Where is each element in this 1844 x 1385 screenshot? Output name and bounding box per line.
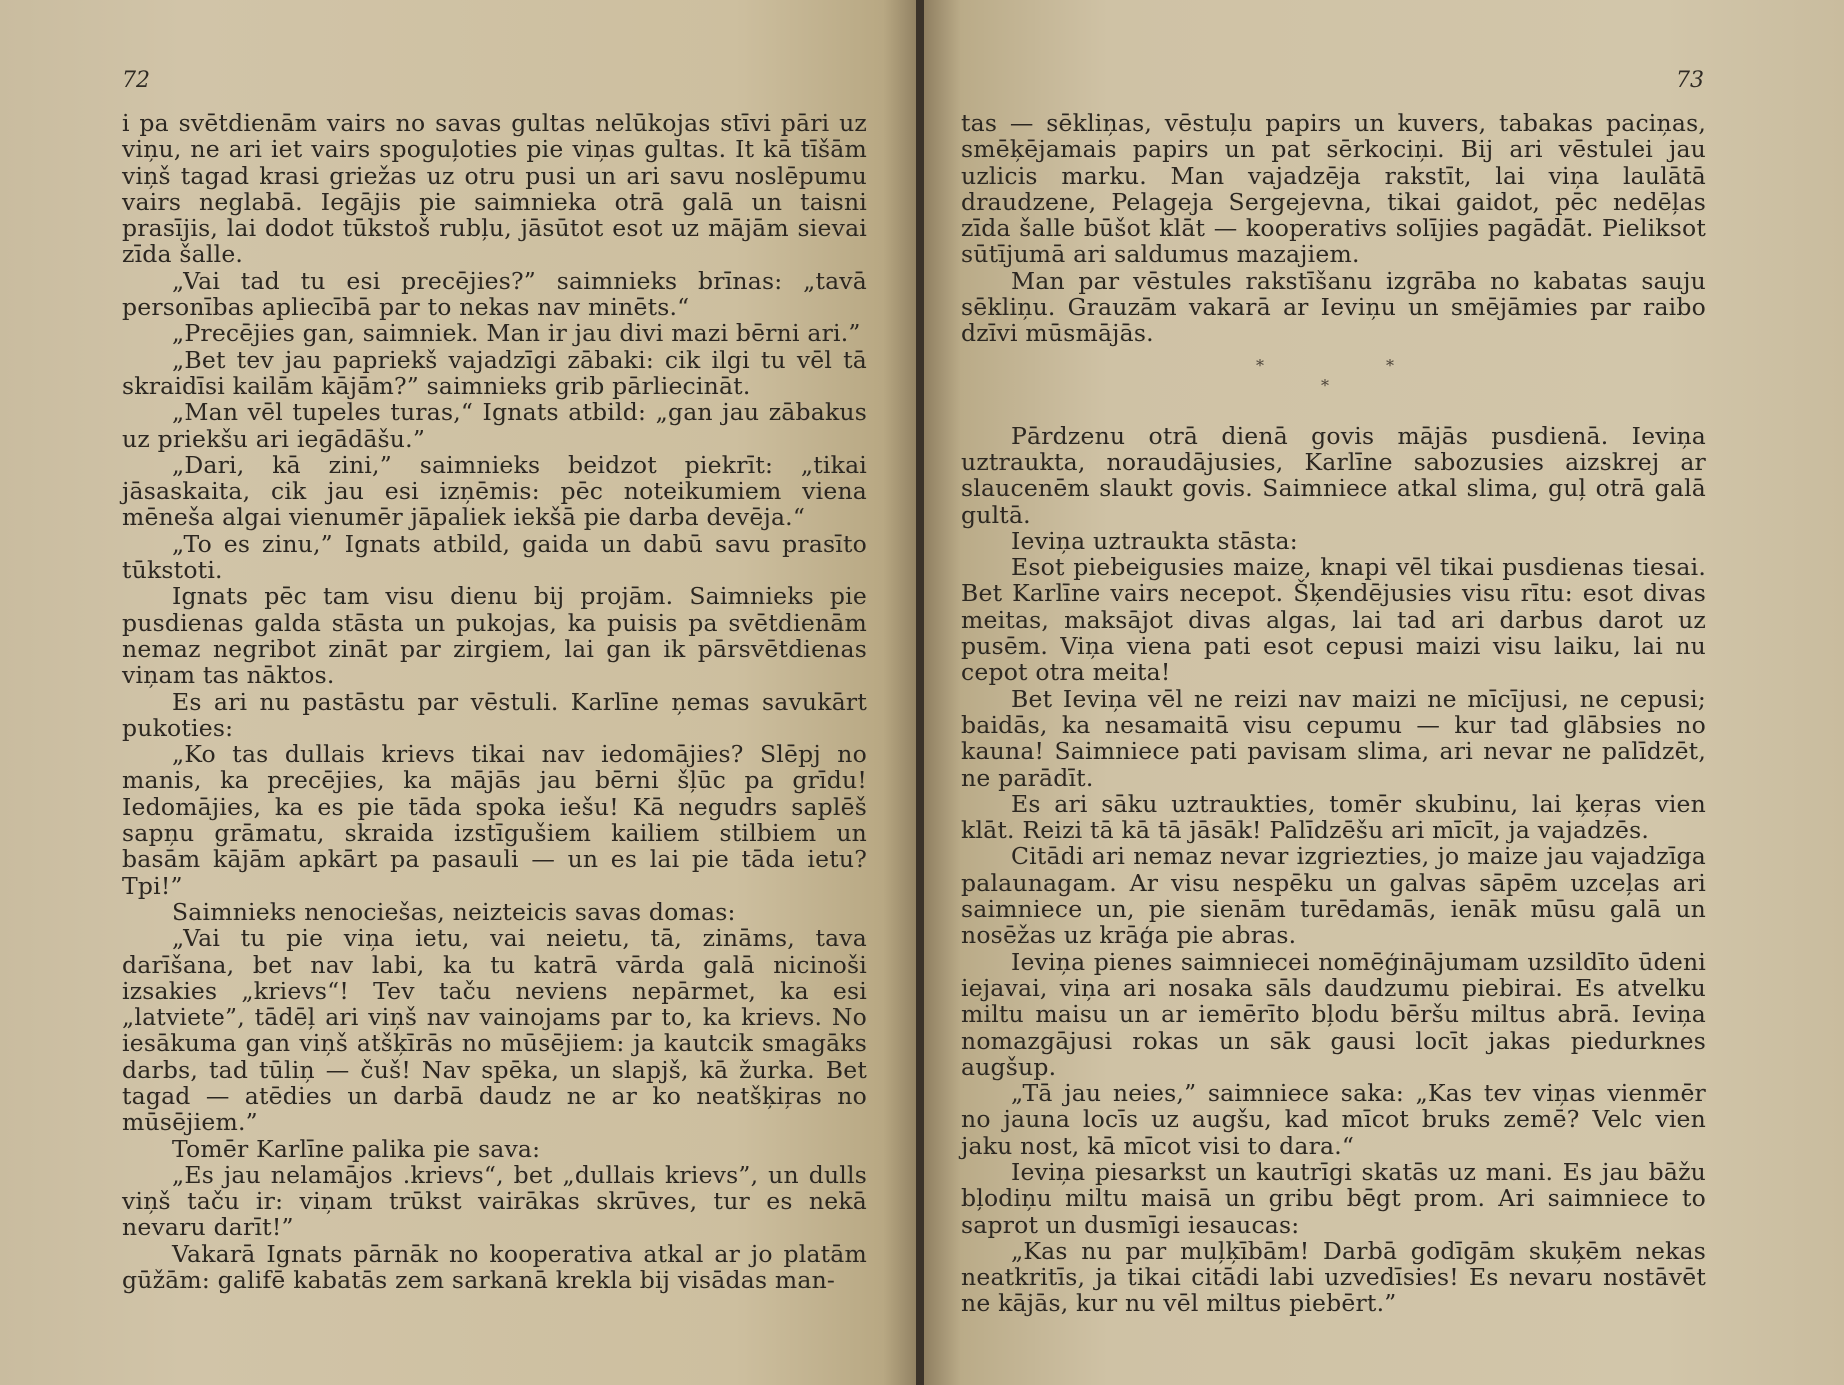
paragraph: Man par vēstules rakstīšanu izgrāba no kabatas sauju sēkliņu. Grauzām vakarā ar Ieviņu un smējāmies par raibo dzīvi mūsmājās. <box>961 266 1706 348</box>
paragraph: „Bet tev jau papriekš vajadzīgi zābaki: cik ilgi tu vēl tā skraidīsi kailām kājām?” saimnieks grib pārliecināt. <box>122 345 867 400</box>
paragraph: Es ari nu pastāstu par vēstuli. Karlīne ņemas savukārt pukoties: <box>122 687 867 742</box>
paragraph: „Kas nu par muļķībām! Darbā godīgām skuķēm nekas neatkritīs, ja tikai citādi labi uzvedīsies! Es nevaru nostāvēt ne kājās, kur nu vēl miltus piebērt.” <box>961 1236 1706 1318</box>
page-text <box>961 110 1706 1317</box>
left-page <box>0 0 920 1385</box>
paragraph: Saimnieks nenociešas, neizteicis savas domas: <box>172 897 736 926</box>
paragraph: tas — sēkliņas, vēstuļu papirs un kuvers, tabakas paciņas, smēķējamais papirs un pat sērkociņi. Bij ari vēstulei jau uzlicis marku. Man vajadzēja rakstīt, lai viņa laulātā draudzene, Pelageja Sergejevna, tikai gaidot, pēc nedēļas zīda šalle būšot klāt — kooperativs solījies pagādāt. Pieliksot sūtījumā ari saldumus mazajiem. <box>961 109 1706 269</box>
paragraph: Vakarā Ignats pārnāk no kooperativa atkal ar jo platām gūžām: galifē kabatās zem sarkanā krekla bij visādas man- <box>122 1239 867 1295</box>
paragraph: Ieviņa piesarkst un kautrīgi skatās uz mani. Es jau bāžu bļodiņu miltu maisā un gribu bēgt prom. Ari saimniece to saprot un dusmīgi iesaucas: <box>961 1157 1706 1239</box>
paragraph: i pa svētdienām vairs no savas gultas nelūkojas stīvi pāri uz viņu, ne ari iet vairs spoguļoties pie viņas gultas. It kā tīšām viņš tagad krasi griežas uz otru pusi un ari savu noslēpumu vairs neglabā. Iegājis pie saimnieka otrā galā un taisni prasījis, lai dodot tūkstoš rubļu, jāsūtot esot uz mājām sievai zīda šalle. <box>122 109 867 269</box>
page-text <box>122 110 867 1293</box>
paragraph: Bet Ieviņa vēl ne reizi nav maizi ne mīcījusi, ne cepusi; baidās, ka nesamaitā visu cepumu — kur tad glābsies no kauna! Saimniece pati pavisam slima, ari nevar ne palīdzēt, ne parādīt. <box>961 684 1706 792</box>
paragraph: Ieviņa uztraukta stāsta: <box>1011 526 1298 555</box>
paragraph: „Vai tu pie viņa ietu, vai neietu, tā, zināms, tava darīšana, bet nav labi, ka tu katrā vārda galā nicinoši izsakies „krievs“! Tev taču neviens nepārmet, ka esi „latviete”, tādēļ ari viņš nav vainojams par to, ka krievs. No iesākuma gan viņš atšķīrās no mūsējiem: ja kautcik smagāks darbs, tad tūliņ — čuš! Nav spēka, un slapjš, kā žurka. Bet tagad — atēdies un darbā daudz ne ar ko neatšķiŗas no mūsējiem.” <box>122 924 867 1137</box>
paragraph: Es ari sāku uztraukties, tomēr skubinu, lai ķeŗas vien klāt. Reizi tā kā tā jāsāk! Palīdzēšu ari mīcīt, ja vajadzēs. <box>961 789 1706 845</box>
paragraph: „Man vēl tupeles turas,“ Ignats atbild: „gan jau zābakus uz priekšu ari iegādāšu.” <box>122 398 867 453</box>
paragraph: „Dari, kā zini,” saimnieks beidzot piekrīt: „tikai jāsaskaita, cik jau esi izņēmis: pēc noteikumiem viena mēneša algai vienumēr jāpaliek iekšā pie darba devēja.“ <box>122 450 867 532</box>
paragraph: „Tā jau neies,” saimniece saka: „Kas tev viņas vienmēr no jauna locīs uz augšu, kad mīcot bruks zemē? Velc vien jaku nost, kā mīcot visi to dara.“ <box>961 1079 1706 1160</box>
paragraph: Esot piebeigusies maize, knapi vēl tikai pusdienas tiesai. Bet Karlīne vairs necepot. Šķendējusies visu rītu: esot divas meitas, maksājot divas algas, lai tad ari darbus darot uz pusēm. Viņa viena pati esot cepusi maizi visu laiku, lai nu cepot otra meita! <box>961 553 1706 687</box>
page-number: 73 <box>1676 68 1704 93</box>
paragraph: Ieviņa pienes saimniecei nomēģinājumam uzsildīto ūdeni iejavai, viņa ari nosaka sāls daudzumu piebirai. Es atvelku miltu maisu un ar iemērīto bļodu bēršu miltus abrā. Ieviņa nomazgājusi rokas un sāk gausi locīt jakas piedurknes augšup. <box>961 947 1706 1081</box>
paragraph: Citādi ari nemaz nevar izgriezties, jo maize jau vajadzīga palaunagam. Ar visu nespēku un galvas sāpēm uzceļas ari saimniece un, pie sienām turēdamās, ienāk mūsu galā un nosēžas uz krāģa pie abras. <box>961 842 1706 950</box>
section-break <box>961 353 1706 393</box>
paragraph: Tomēr Karlīne palika pie sava: <box>172 1134 541 1163</box>
paragraph: „To es zinu,” Ignats atbild, gaida un dabū savu prasīto tūkstoti. <box>122 529 867 585</box>
paragraph: „Vai tad tu esi precējies?” saimnieks brīnas: „tavā personības apliecībā par to nekas nav minēts.“ <box>122 266 867 322</box>
right-page <box>924 0 1844 1385</box>
page-number: 72 <box>122 68 150 93</box>
paragraph: „Precējies gan, saimniek. Man ir jau divi mazi bērni ari.” <box>172 319 861 348</box>
paragraph: „Es jau nelamājos .krievs“, bet „dullais krievs”, un dulls viņš taču ir: viņam trūkst vairākas skrūves, tur es nekā nevaru darīt!” <box>122 1160 867 1242</box>
paragraph: Pārdzenu otrā dienā govis mājās pusdienā. Ieviņa uztraukta, noraudājusies, Karlīne sabozusies aizskrej ar slaucenēm slaukt govis. Saimniece atkal slima, guļ otrā galā gultā. <box>961 421 1706 529</box>
asterisk: * <box>1386 355 1395 375</box>
asterisk: * <box>1321 375 1330 395</box>
asterisk: * <box>1256 355 1265 375</box>
paragraph: Ignats pēc tam visu dienu bij projām. Saimnieks pie pusdienas galda stāsta un pukojas, ka puisis pa svētdienām nemaz negribot zināt par zirgiem, lai gan ik pārsvētdienas viņam tas nāktos. <box>122 582 867 690</box>
paragraph: „Ko tas dullais krievs tikai nav iedomājies? Slēpj no manis, ka precējies, ka mājās jau bērni šļūc pa grīdu! Iedomājies, ka es pie tāda spoka iešu! Kā negudrs saplēš sapņu grāmatu, skraida izstīgušiem kailiem stilbiem un basām kājām apkārt pa pasauli — un es lai pie tāda ietu? Tpi!” <box>122 740 867 900</box>
